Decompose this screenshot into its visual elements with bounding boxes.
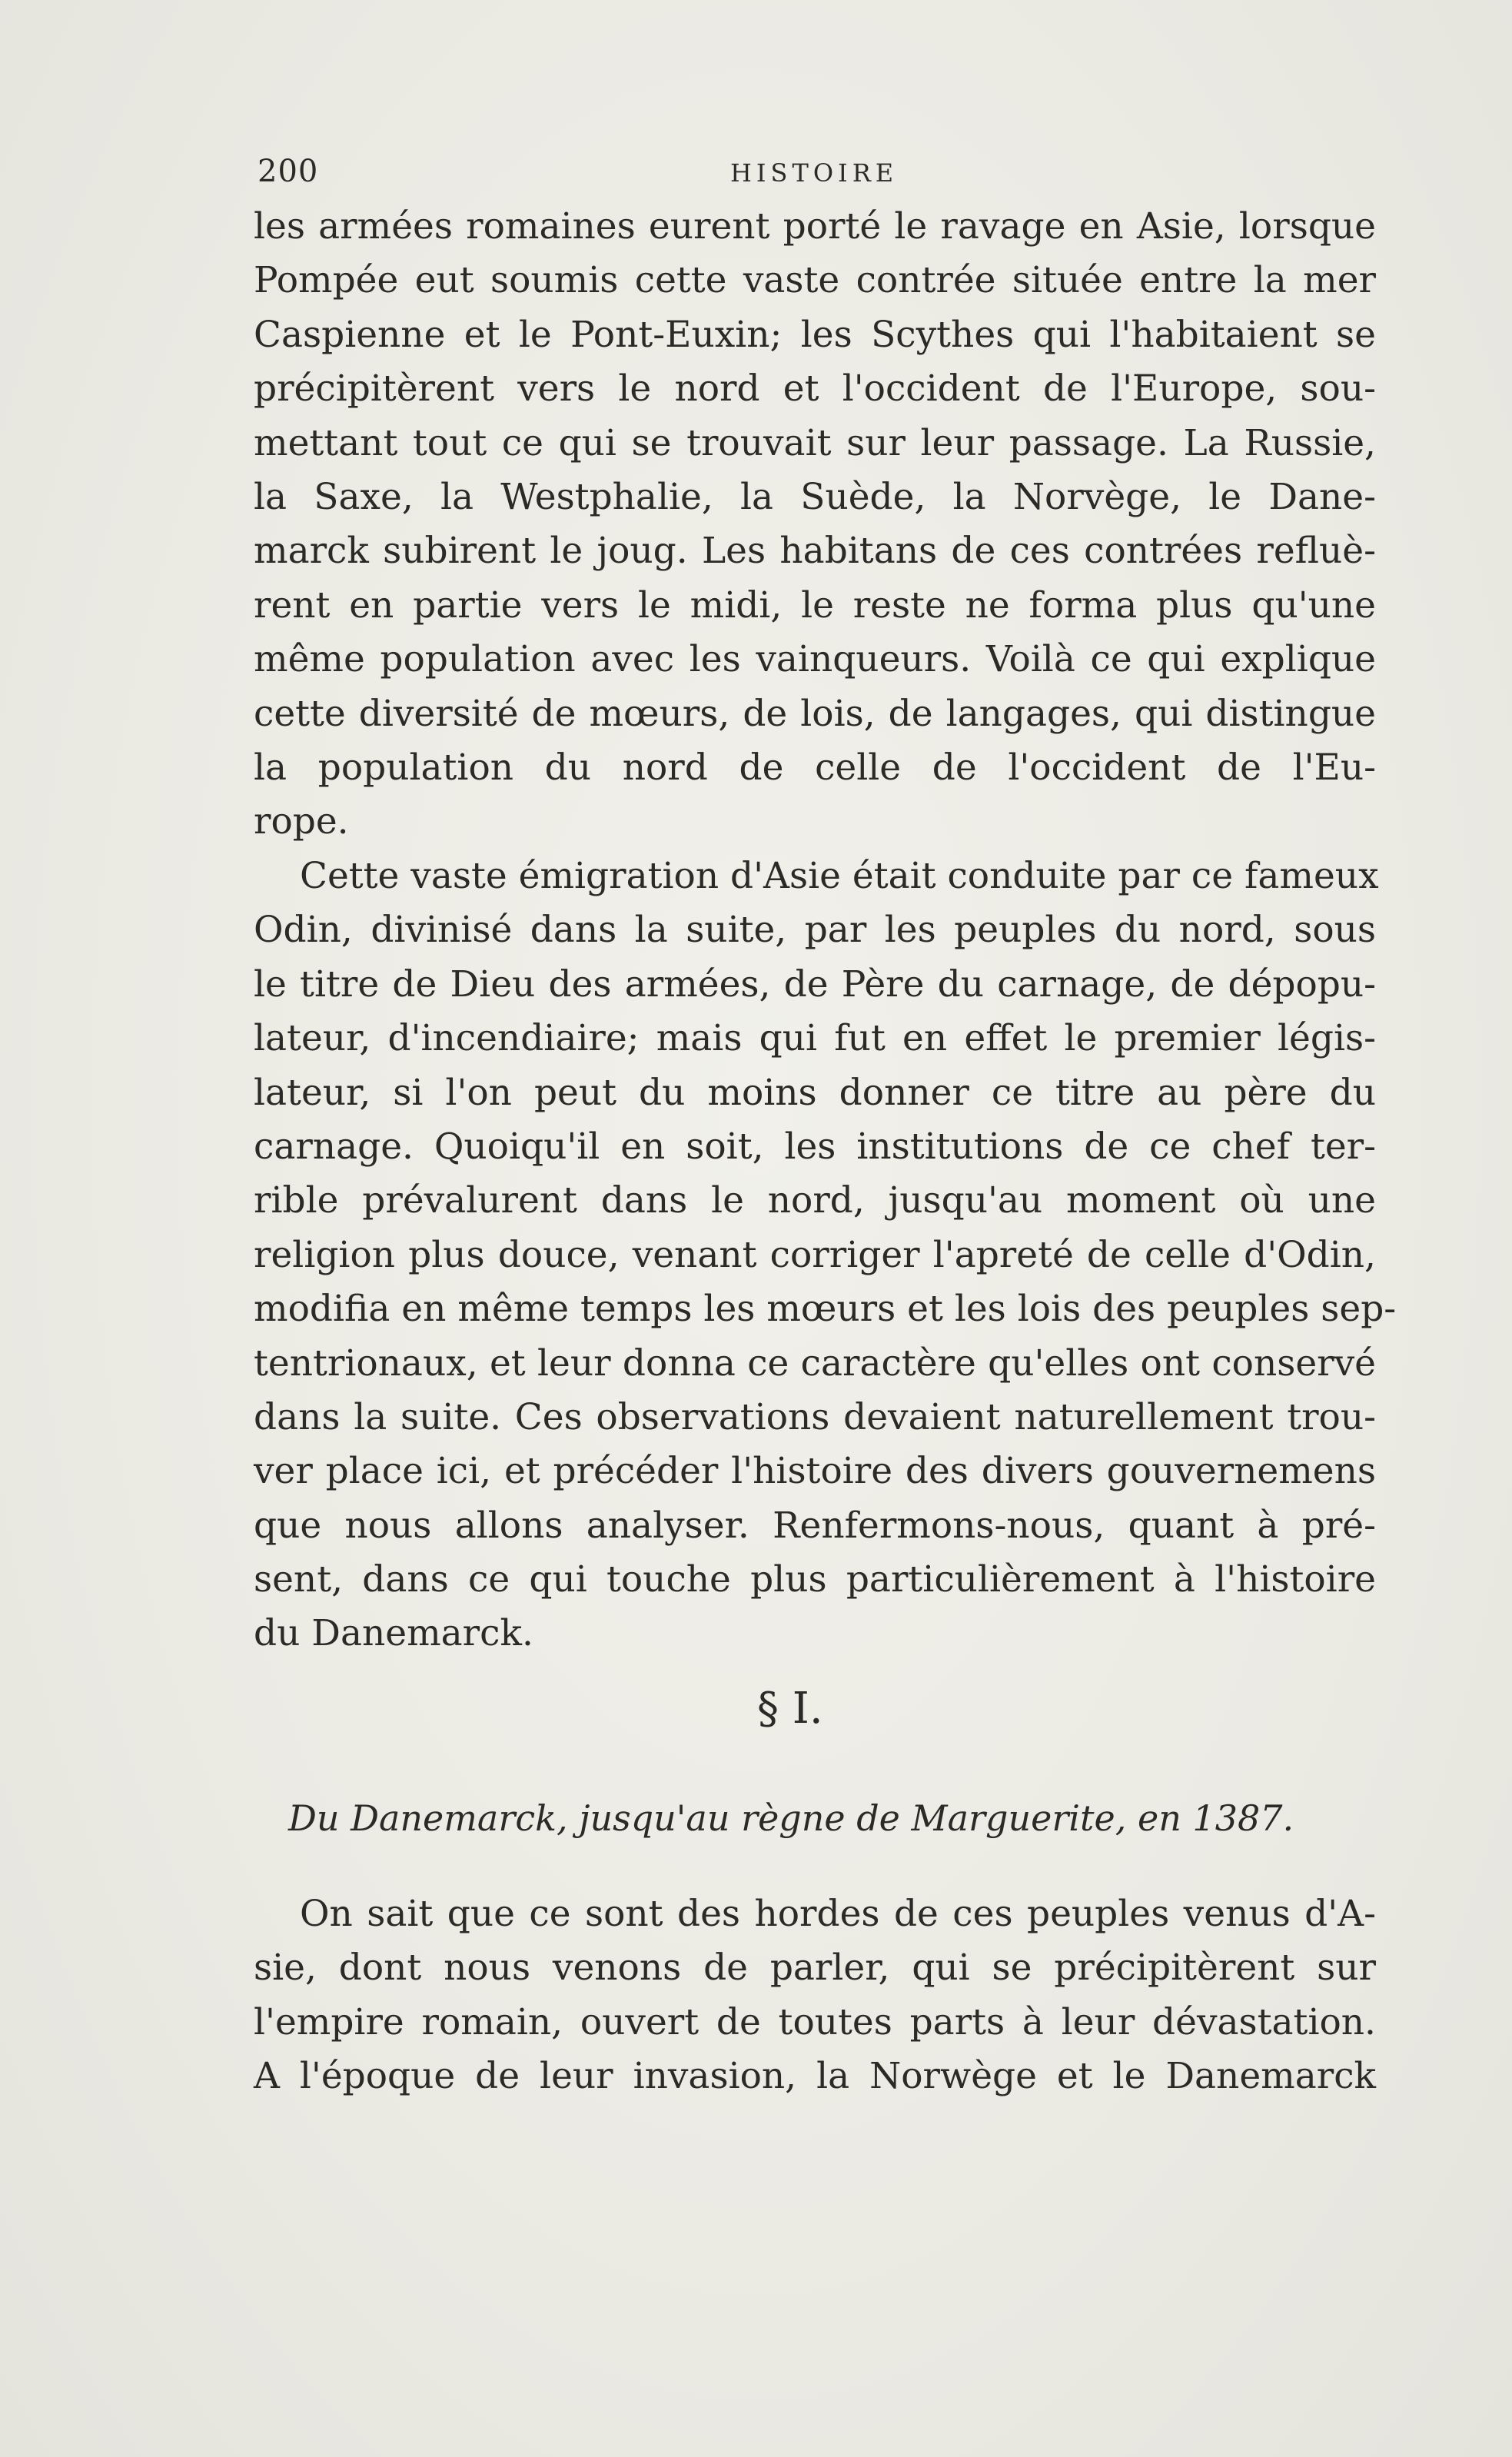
text-line: les armées romaines eurent porté le ravage en Asie, lorsque xyxy=(254,205,1376,248)
text-line: cette diversité de mœurs, de lois, de langages, qui distingue xyxy=(254,692,1376,735)
text-line: dans la suite. Ces observations devaient naturellement trou- xyxy=(254,1395,1376,1438)
section-subtitle: Du Danemarck, jusqu'au règne de Marguerite, en 1387. xyxy=(288,1797,1294,1839)
text-line: tentrionaux, et leur donna ce caractère qu'elles ont conservé xyxy=(254,1342,1376,1385)
text-line: sie, dont nous venons de parler, qui se précipitèrent sur xyxy=(254,1947,1376,1990)
text-line: Caspienne et le Pont-Euxin; les Scythes qui l'habitaient se xyxy=(254,313,1376,356)
text-line: lateur, d'incendiaire; mais qui fut en effet le premier légis- xyxy=(254,1017,1376,1060)
text-line: ver place ici, et précéder l'histoire des divers gouvernemens xyxy=(254,1450,1376,1493)
paragraph-3 xyxy=(254,1887,1376,2104)
text-line: Odin, divinisé dans la suite, par les peuples du nord, sous xyxy=(254,909,1376,952)
paragraph-1 xyxy=(254,200,1376,849)
text-line: la population du nord de celle de l'occident de l'Eu- xyxy=(254,746,1376,789)
paragraph-2 xyxy=(254,849,1397,1661)
text-line: religion plus douce, venant corriger l'apreté de celle d'Odin, xyxy=(254,1233,1376,1276)
running-head xyxy=(258,154,1380,200)
text-line: l'empire romain, ouvert de toutes parts à leur dévastation. xyxy=(254,2000,1376,2043)
text-line: du Danemarck. xyxy=(254,1612,533,1655)
text-line: mettant tout ce qui se trouvait sur leur passage. La Russie, xyxy=(254,421,1376,464)
text-line: Cette vaste émigration d'Asie était conduite par ce fameux xyxy=(300,855,1379,897)
text-line: lateur, si l'on peut du moins donner ce titre au père du xyxy=(254,1071,1376,1114)
text-line: sent, dans ce qui touche plus particulièrement à l'histoire xyxy=(254,1558,1376,1601)
text-line: A l'époque de leur invasion, la Norwège et le Danemarck xyxy=(254,2055,1376,2098)
text-line: rope. xyxy=(254,800,349,843)
text-line: rible prévalurent dans le nord, jusqu'au moment où une xyxy=(254,1179,1376,1222)
text-line: carnage. Quoiqu'il en soit, les institutions de ce chef ter- xyxy=(254,1125,1376,1168)
text-line: même population avec les vainqueurs. Voilà ce qui explique xyxy=(254,638,1376,681)
text-line: marck subirent le joug. Les habitans de ces contrées refluè- xyxy=(254,530,1376,573)
text-line: le titre de Dieu des armées, de Père du carnage, de dépopu- xyxy=(254,963,1376,1006)
section-mark: § I. xyxy=(757,1684,823,1734)
text-line: modifia en même temps les mœurs et les lois des peuples sep- xyxy=(254,1288,1397,1331)
text-line: que nous allons analyser. Renfermons-nous, quant à pré- xyxy=(254,1504,1376,1547)
text-line: rent en partie vers le midi, le reste ne forma plus qu'une xyxy=(254,583,1376,627)
text-line: la Saxe, la Westphalie, la Suède, la Norvège, le Dane- xyxy=(254,475,1376,518)
running-title: HISTOIRE xyxy=(730,158,899,188)
text-line: On sait que ce sont des hordes de ces peuples venus d'A- xyxy=(300,1893,1376,1935)
text-line: précipitèrent vers le nord et l'occident de l'Europe, sou- xyxy=(254,367,1376,411)
page-number: 200 xyxy=(258,154,319,189)
text-line: Pompée eut soumis cette vaste contrée située entre la mer xyxy=(254,259,1376,302)
